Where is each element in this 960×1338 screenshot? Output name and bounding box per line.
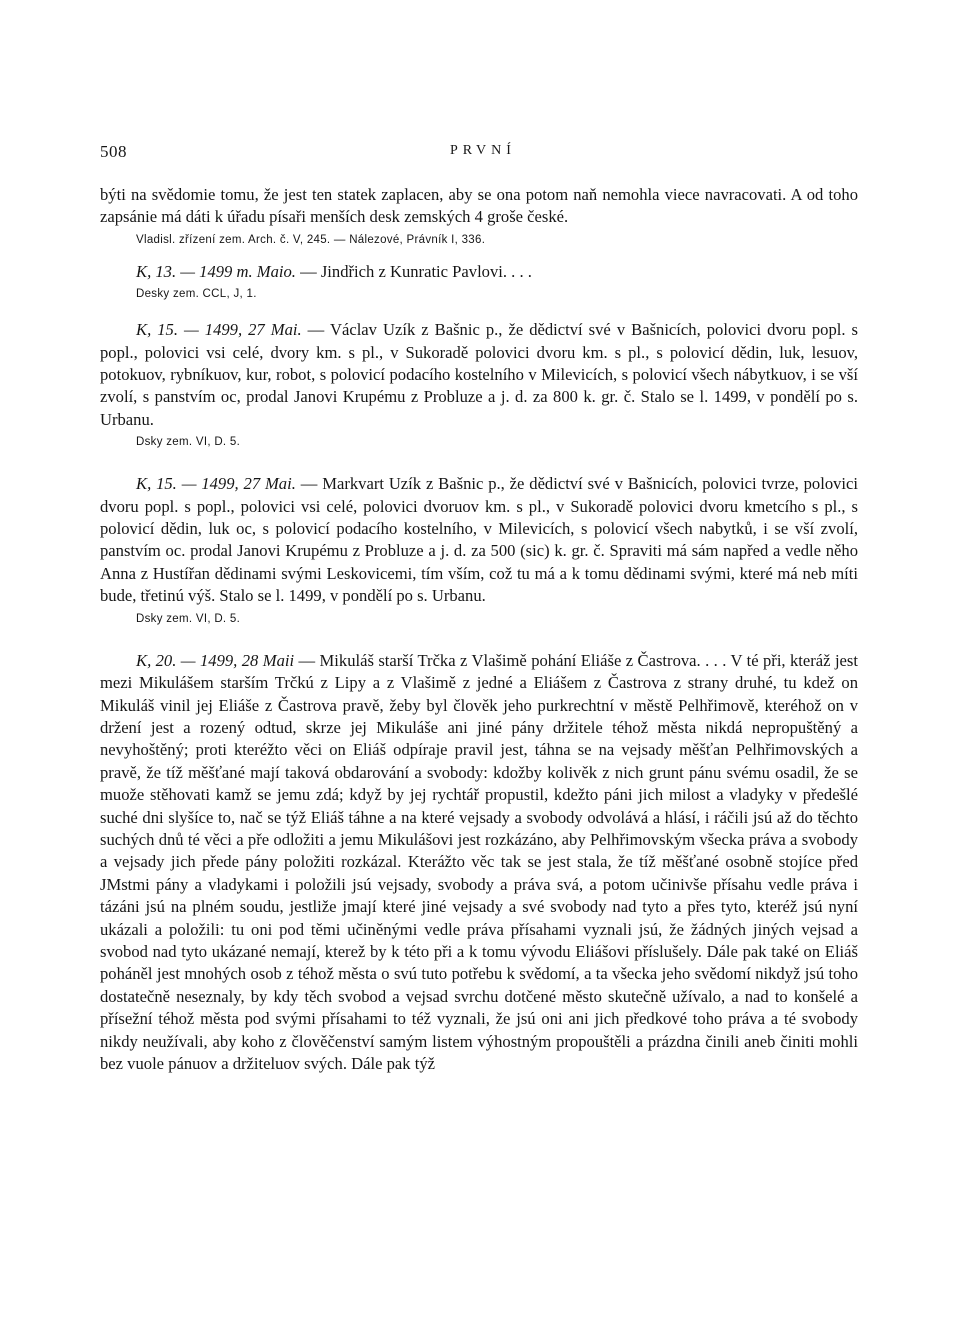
entry-k15-vaclav [100,319,858,431]
source-citation: Dsky zem. VI, D. 5. [136,612,241,625]
entry-reference: K, 15. — 1499, 27 Mai. [136,320,302,340]
page-header [100,142,858,166]
entry-text: — Jindřich z Kunratic Pavlovi. . . . [300,261,532,281]
entry-text: — Václav Uzík z Bašnic p., že dědictví své v Bašnicích, polovici dvoru popl. s popl., polovici vsi celé, dvory km. s pl., v Sukoradě polovici dvoru km. s pl., s polovicí dědin, luk, lesuov, potokuov, rybníkuov, kur, robot, s polovicí podacího kostelního v Milevicích, s polovicí všech nábytkuov, i se vší zvolí, s panstvím oc, prodal Janovi Krupému z Probluze a j. d. za 800 k. gr. č. Stalo se l. 1499, v pondělí po s. Urbanu. [100,320,859,429]
entry-k20 [100,650,858,1076]
source-citation: Desky zem. CCL, J, 1. [136,288,257,301]
entry-text: — Markvart Uzík z Bašnic p., že dědictví své v Bašnicích, polovici tvrze, polovici dvoru popl. s popl., polovici vsi celé, polovici dvoruov km. s pl., v Sukoradě polovici dvoru kmetcího s pl., s polovicí dědin, luk oc, s polovicí podacího kostelního, v Milevicích, s polovicí všech nabytků, i se vší zvolí, panstvím oc. prodal Janovi Krupému z Probluze a j. d. za 500 (sic) k. gr. č. Spraviti má sám napřed a vedle něho Anna z Hustířan dědinami svými Leskovicemi, tím vším, což tu má a k tomu dědinami svými, které má neb míti bude, třetinú výš. Stalo se l. 1499, v pondělí po s. Urbanu. [100,474,859,606]
entry-reference: K, 15. — 1499, 27 Mai. [136,474,296,494]
page-number: 508 [100,142,127,161]
entry-reference: K, 13. — 1499 m. Maio. [136,261,296,281]
paragraph-text: býti na svědomie tomu, že jest ten statek zaplacen, aby se ona potom naň nemohla viece navracovati. A od toho zapsánie má dáti k úřadu písaři menších desk zemských 4 groše české. [100,185,858,227]
source-citation: Vladisl. zřízení zem. Arch. č. V, 245. — Nálezové, Právník I, 336. [136,233,486,246]
continuation-paragraph [100,184,858,229]
entry-k13 [100,261,858,283]
entry-k15-markvart [100,473,858,607]
entry-reference: K, 20. — 1499, 28 Maii [136,650,295,670]
entry-text: — Mikuláš starší Trčka z Vlašimě pohání Eliáše z Častrova. . . . V té při, kteráž jest mezi Mikulášem starším Trčkú z Lipy a z Vlašimě z jedné a Eliášem z Častrova z strany druhé, tu kdež on Mikuláš vinil jej Eliáše z Častrova pravě, žeby byl člověk jeho purkrechtní v městě Pelhřimově, kteréhož on v držení jest a rozený odtud, skrze jej Mikuláše ani jiné pány držitele téhož města nikdá nepropuštěný a nevyhoštěný; proti kteréžto věci on Eliáš odpíraje pravil jest, táhna se na vejsady měšťan Pelhřimovských a pravě, že tíž měšťané mají taková obdarování a svobody: kdožby kolivěk z nich grunt pánu svému osadil, že se muože stěhovati kamž se jemu zdá; když by jej rychtář propustil, kdežto páni jich milost a vladyky v předešlé suché dni slyšíce to, nač se týž Eliáš táhne a na které vejsady a svobody odvolává a hlásí, i ráčili jsú až do těchto suchých dnů té věci a pře odložiti a jemu Mikulášovi jest rozkázáno, aby Pelhřimovským všecka práva a svobody a vejsady jich přede pány položiti rozkázal. Kterážto věc tak se jest stala, že tíž měšťané osobně stojíce před JMstmi pány a vladykami i položili jsú vejsady, svobody a práva svá, a potom učinivše přísahu vedle práva i tázáni jsú na plném soudu, jestliže jmají které jiné vejsady a své svobody nad tyto a přes tyto, kteréž jsú nyní ukázali a položili: tu oni pod těmi učiněnými vedle práva přísahami vyznali jsú, že žádných jiných vejsad a svobod nad tyto ukázané nemají, kterež by k této při a k tomu vývodu Eliášovi příslušely. Dále pak také on Eliáš poháněl jest mnohých osob z téhož města o svú tuto potřebu k svědomí, a ta všecka jeho svědomí nikdyž jsú toho dostatečně neseznaly, by kdy těch svobod a vejsad svrchu dotčené město skutečně užívalo, a nad to konšelé a přísežní téhož města pod svými přísahami to též vyznali, že jsú oni ani jich předkové toho práva a té svobody nikdy neužívali, aby koho z člověčenství samým listem výhostným propouštěli a prázdna činili aneb činiti mohli bez vuole pánuov a držiteluov svých. Dále pak týž [100,650,858,1073]
source-citation: Dsky zem. VI, D. 5. [136,436,241,449]
running-title: PRVNÍ [450,143,516,158]
page-body [100,184,858,1075]
